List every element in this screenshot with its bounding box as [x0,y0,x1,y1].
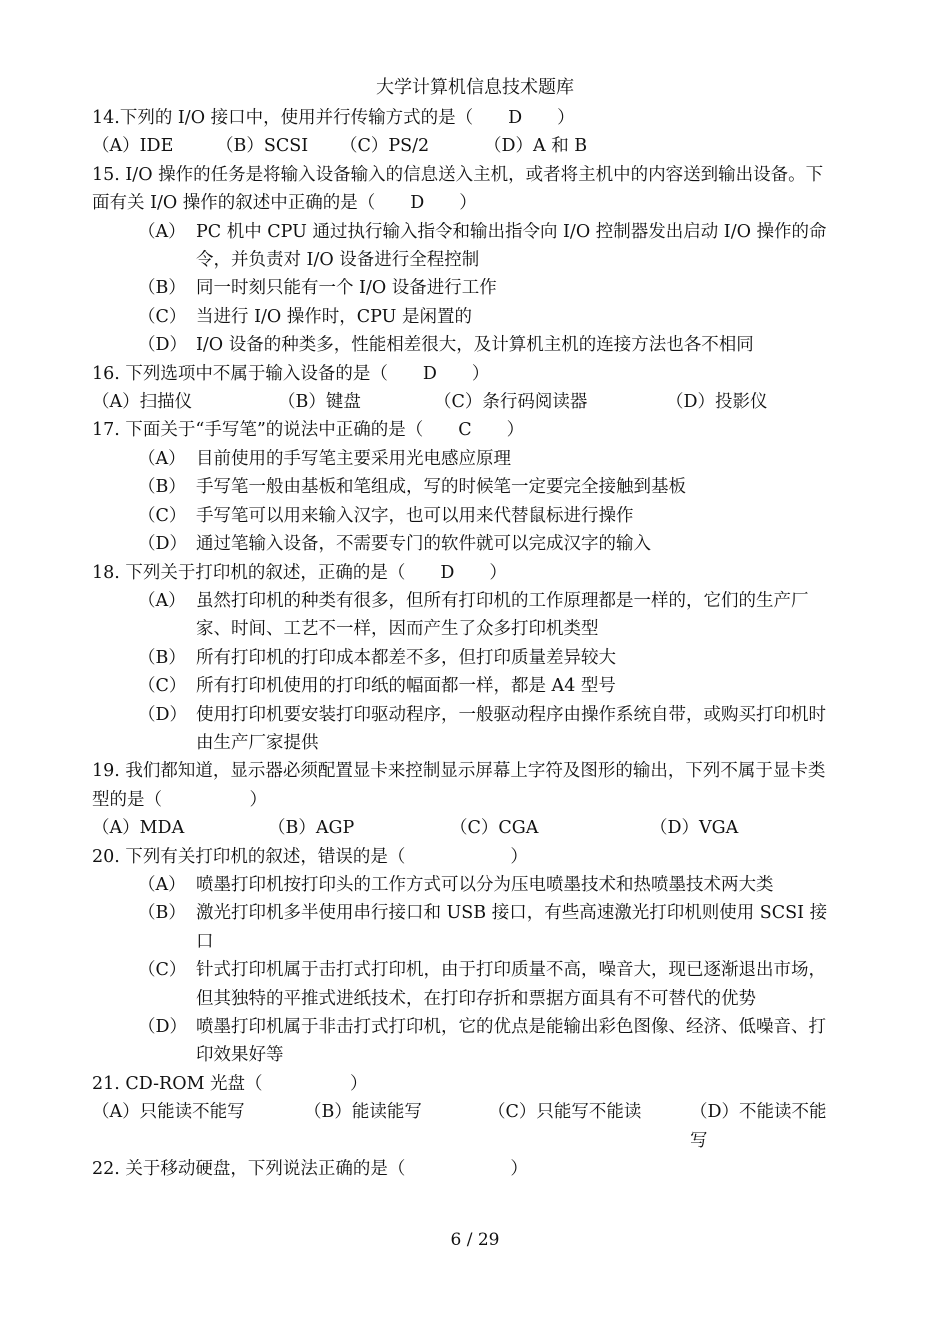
page-header: 大学计算机信息技术题库 [376,77,574,98]
option-text: 目前使用的手写笔主要采用光电感应原理 [196,448,511,469]
option-d: （D）VGA [650,818,739,839]
option-c [92,672,840,700]
option-b [92,644,840,672]
option-d [92,1013,840,1070]
option-label: （C） [138,676,187,697]
option-text: 手写笔可以用来输入汉字，也可以用来代替鼠标进行操作 [196,505,634,526]
option-label: （D） [138,534,188,555]
question-14 [92,104,840,161]
option-a: （A）MDA [92,818,185,839]
option-c: （C）PS/2 [340,136,430,157]
option-b [92,274,840,302]
option-label: （A） [138,874,186,895]
option-text: 通过笔输入设备，不需要专门的软件就可以完成汉字的输入 [196,534,651,555]
option-label: （A） [138,448,186,469]
option-text: 针式打印机属于击打式打印机，由于打印质量不高，噪音大，现已逐渐退出市场，但其独特的平推式进纸技术，在打印存折和票据方面具有不可替代的优势 [196,960,826,1009]
option-c: （C）CGA [450,818,539,839]
option-label: （B） [138,647,186,668]
option-b: （B）键盘 [278,392,361,413]
option-d: （D）投影仪 [666,392,768,413]
option-b [92,899,840,956]
question-17 [92,416,840,558]
option-label: （C） [138,960,187,981]
option-d [92,331,840,359]
inline-options [92,814,840,842]
question-18 [92,559,840,758]
option-label: （D） [138,704,188,725]
option-d: （D）不能读不能写 [690,1102,827,1151]
option-text: 喷墨打印机按打印头的工作方式可以分为压电喷墨技术和热喷墨技术两大类 [196,874,774,895]
option-text: 激光打印机多半使用串行接口和 USB 接口，有些高速激光打印机则使用 SCSI 接口 [196,903,828,952]
option-label: （C） [138,306,187,327]
option-label: （B） [138,278,186,299]
option-b: （B）AGP [268,818,355,839]
option-c [92,303,840,331]
option-a: （A）只能读不能写 [92,1102,245,1123]
option-a [92,587,840,644]
option-text: 当进行 I/O 操作时，CPU 是闲置的 [196,306,472,327]
option-d [92,701,840,758]
option-b: （B）SCSI [216,136,309,157]
option-d [92,530,840,558]
inline-options [92,1098,840,1155]
question-20 [92,843,840,1070]
question-15 [92,161,840,360]
option-label: （A） [138,221,186,242]
question-21 [92,1070,840,1155]
option-text: 手写笔一般由基板和笔组成，写的时候笔一定要完全接触到基板 [196,477,686,498]
option-d: （D）A 和 B [484,136,588,157]
option-a [92,218,840,275]
question-stem: 17. 下面关于“手写笔”的说法中正确的是（ C ） [92,420,525,441]
page-number: 6 / 29 [450,1230,500,1250]
option-text: 虽然打印机的种类有很多，但所有打印机的工作原理都是一样的，它们的生产厂家、时间、工艺不一样，因而产生了众多打印机类型 [196,590,809,640]
question-stem: 15. I/O 操作的任务是将输入设备输入的信息送入主机，或者将主机中的内容送到输出设备。下面有关 I/O 操作的叙述中正确的是（ D ） [92,164,824,214]
inline-options [92,388,840,416]
option-text: 所有打印机的打印成本都差不多，但打印质量差异较大 [196,647,616,668]
option-label: （D） [138,335,188,356]
question-16 [92,360,840,417]
question-stem: 22. 关于移动硬盘，下列说法正确的是（ ） [92,1159,528,1180]
option-text: I/O 设备的种类多，性能相差很大，及计算机主机的连接方法也各不相同 [196,335,754,356]
option-c: （C）只能写不能读 [488,1102,642,1123]
inline-options [92,132,840,160]
option-label: （A） [138,590,186,611]
question-stem: 21. CD-ROM 光盘（ ） [92,1073,368,1094]
option-label: （B） [138,903,186,924]
question-19 [92,757,840,842]
question-stem: 19. 我们都知道，显示器必须配置显卡来控制显示屏幕上字符及图形的输出，下列不属于显卡类型的是（ ） [92,761,826,810]
option-text: 使用打印机要安装打印驱动程序，一般驱动程序由操作系统自带，或购买打印机时由生产厂家提供 [196,704,826,753]
question-stem: 16. 下列选项中不属于输入设备的是（ D ） [92,363,490,384]
question-list [92,104,840,1183]
option-b [92,473,840,501]
option-b: （B）能读能写 [304,1102,422,1123]
option-label: （B） [138,477,186,498]
option-a [92,445,840,473]
option-text: 喷墨打印机属于非击打式打印机，它的优点是能输出彩色图像、经济、低噪音、打印效果好等 [196,1017,826,1066]
option-c [92,502,840,530]
option-a [92,871,840,899]
option-text: 同一时刻只能有一个 I/O 设备进行工作 [196,278,497,299]
option-c: （C）条行码阅读器 [434,392,588,413]
question-stem: 18. 下列关于打印机的叙述，正确的是（ D ） [92,562,507,583]
option-label: （D） [138,1017,188,1037]
option-text: 所有打印机使用的打印纸的幅面都一样，都是 A4 型号 [196,676,616,697]
option-a: （A）扫描仪 [92,392,193,413]
question-22 [92,1155,840,1183]
option-text: PC 机中 CPU 通过执行输入指令和输出指令向 I/O 控制器发出启动 I/O 操作的命令，并负责对 I/O 设备进行全程控制 [196,221,827,271]
question-stem: 20. 下列有关打印机的叙述，错误的是（ ） [92,846,528,867]
question-stem: 14.下列的 I/O 接口中，使用并行传输方式的是（ D ） [92,108,575,128]
option-label: （C） [138,505,187,526]
option-a: （A）IDE [92,136,174,157]
option-c [92,956,840,1013]
